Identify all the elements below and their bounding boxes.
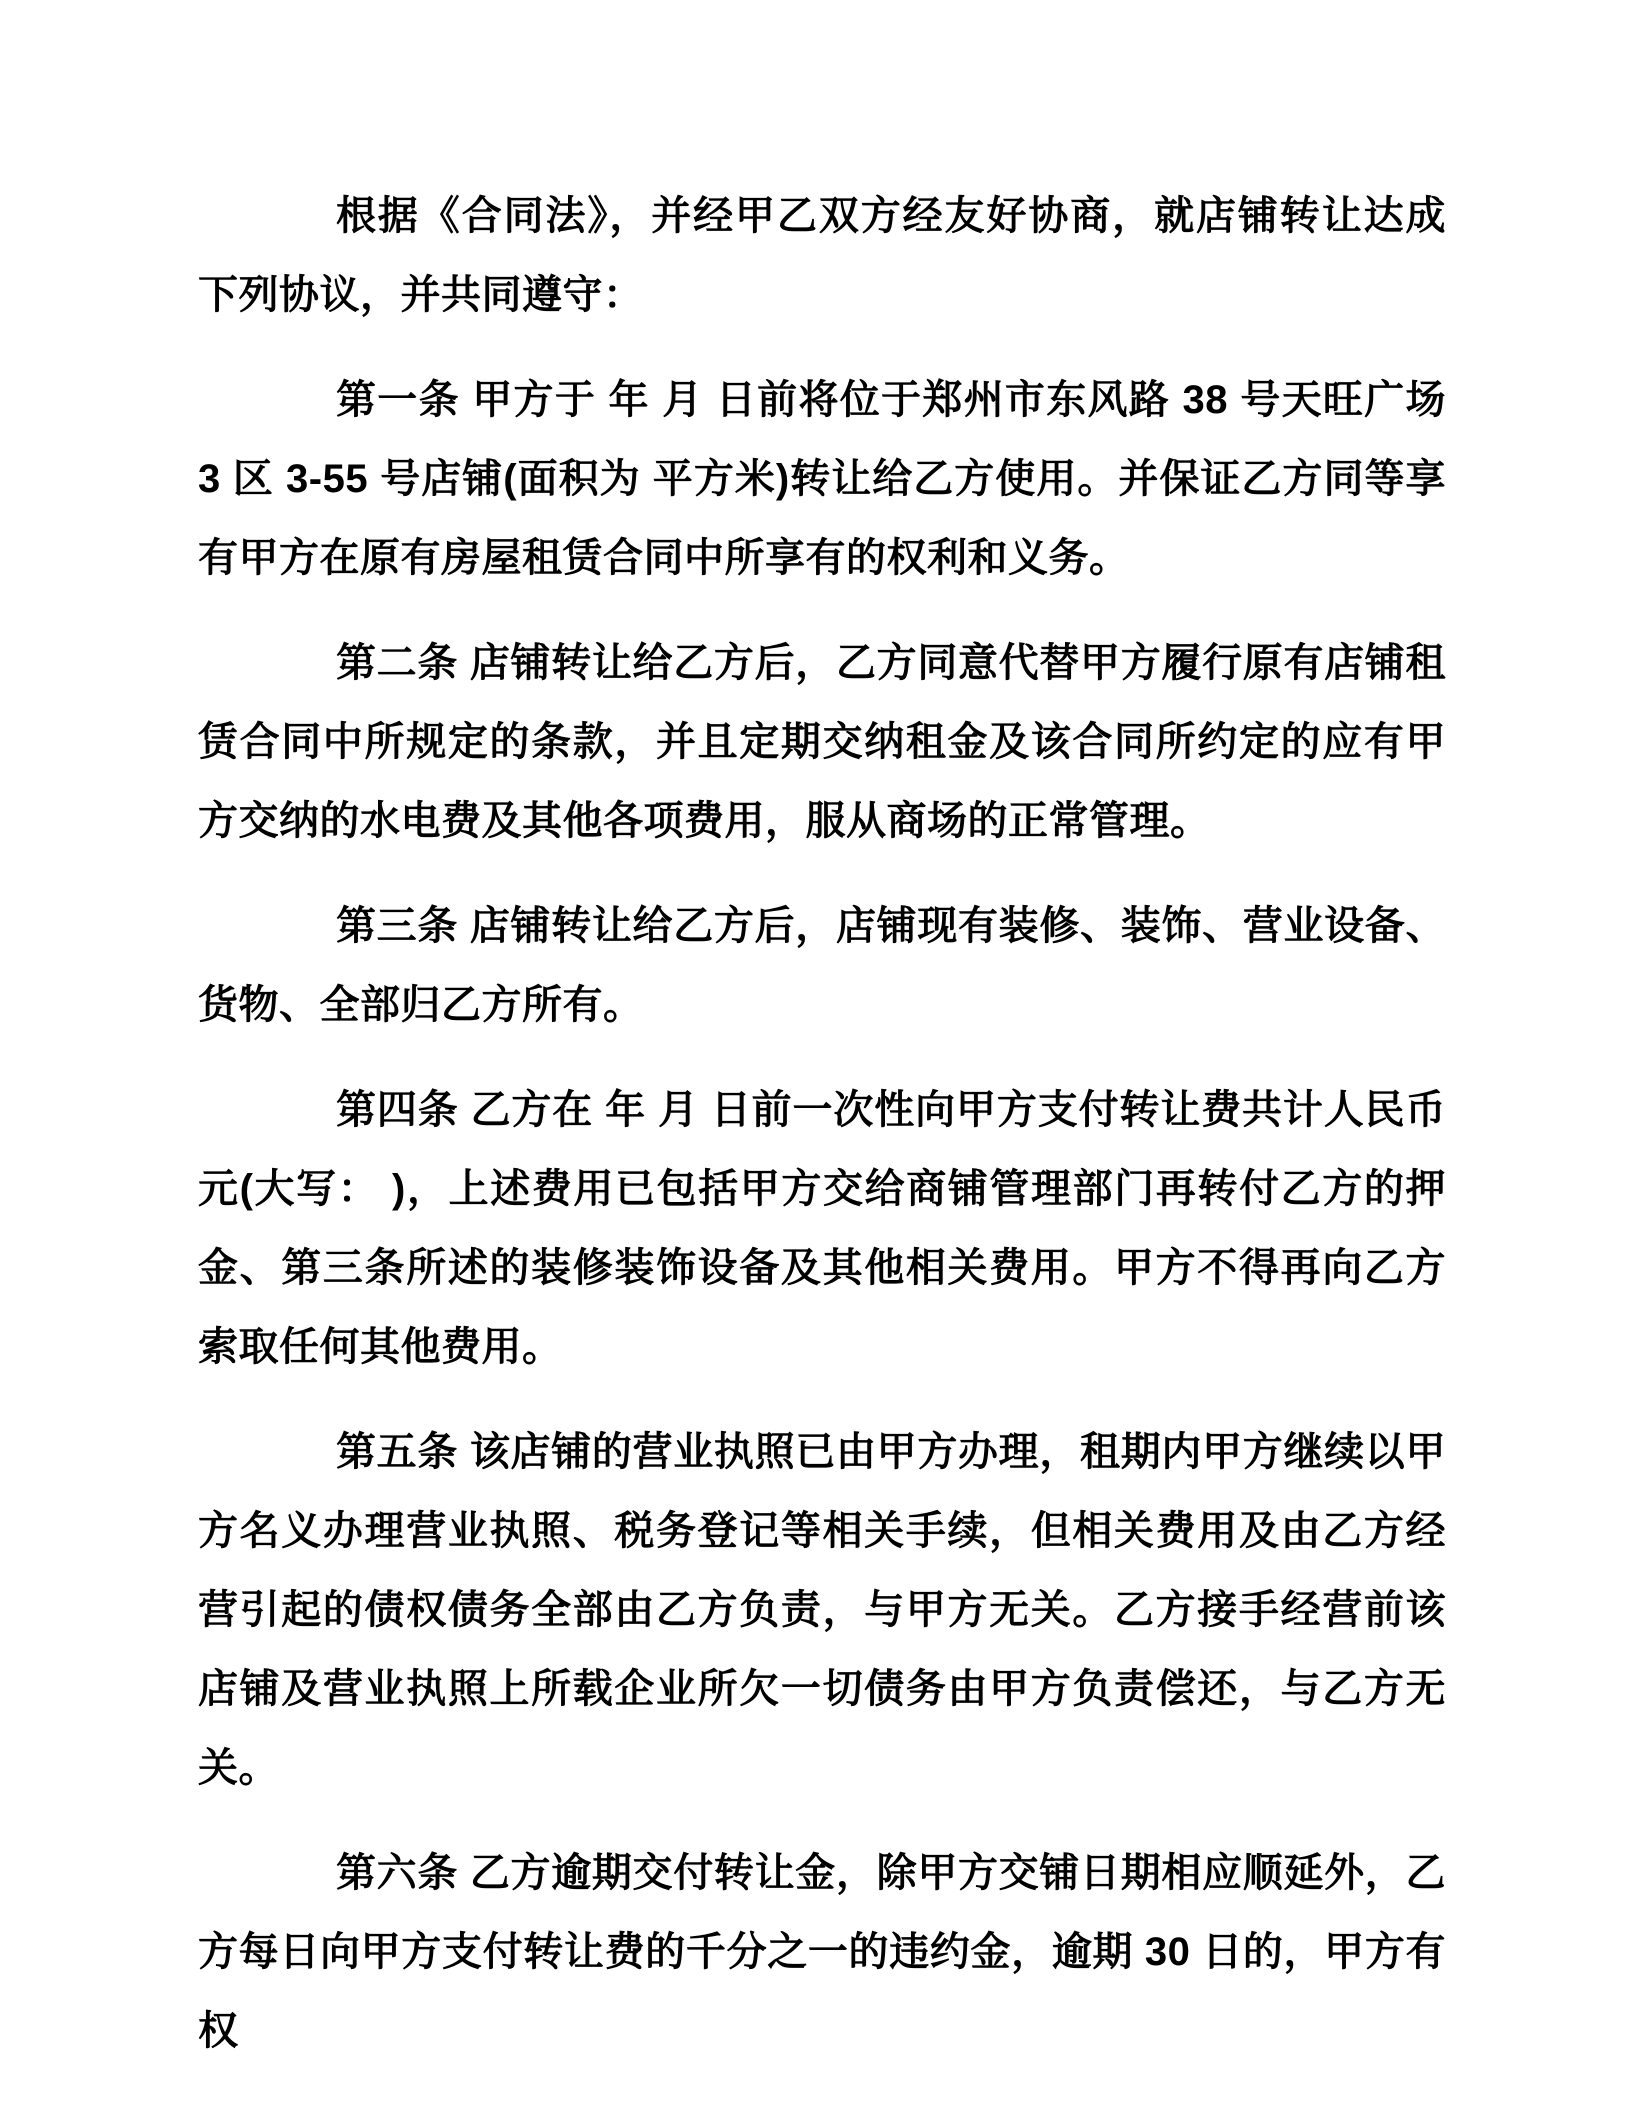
clause-1-paragraph: 第一条 甲方于 年 月 日前将位于郑州市东风路 38 号天旺广场 3 区 3-55 号店铺(面积为 平方米)转让给乙方使用。并保证乙方同等享有甲方在原有房屋租赁合同中所享有的权利和义务。 (198, 378, 1446, 580)
clause-4-paragraph: 第四条 乙方在 年 月 日前一次性向甲方支付转让费共计人民币元(大写： )，上述费用已包括甲方交给商铺管理部门再转付乙方的押金、第三条所述的装修装饰设备及其他相关费用。甲方不得再向乙方索取任何其他费用。 (198, 1088, 1446, 1369)
preamble-paragraph: 根据《合同法》，并经甲乙双方经友好协商，就店铺转让达成下列协议，并共同遵守： (198, 194, 1446, 317)
clause-5-paragraph: 第五条 该店铺的营业执照已由甲方办理，租期内甲方继续以甲方名义办理营业执照、税务登记等相关手续，但相关费用及由乙方经营引起的债权债务全部由乙方负责，与甲方无关。乙方接手经营前该店铺及营业执照上所载企业所欠一切债务由甲方负责偿还，与乙方无关。 (198, 1430, 1446, 1790)
clause-3-paragraph: 第三条 店铺转让给乙方后，店铺现有装修、装饰、营业设备、货物、全部归乙方所有。 (198, 904, 1446, 1027)
contract-body (198, 177, 1446, 2071)
clause-6-paragraph: 第六条 乙方逾期交付转让金，除甲方交铺日期相应顺延外，乙方每日向甲方支付转让费的千分之一的违约金，逾期 30 日的，甲方有权 (198, 1851, 1446, 2053)
clause-2-paragraph: 第二条 店铺转让给乙方后，乙方同意代替甲方履行原有店铺租赁合同中所规定的条款，并且定期交纳租金及该合同所约定的应有甲方交纳的水电费及其他各项费用，服从商场的正常管理。 (198, 641, 1446, 843)
